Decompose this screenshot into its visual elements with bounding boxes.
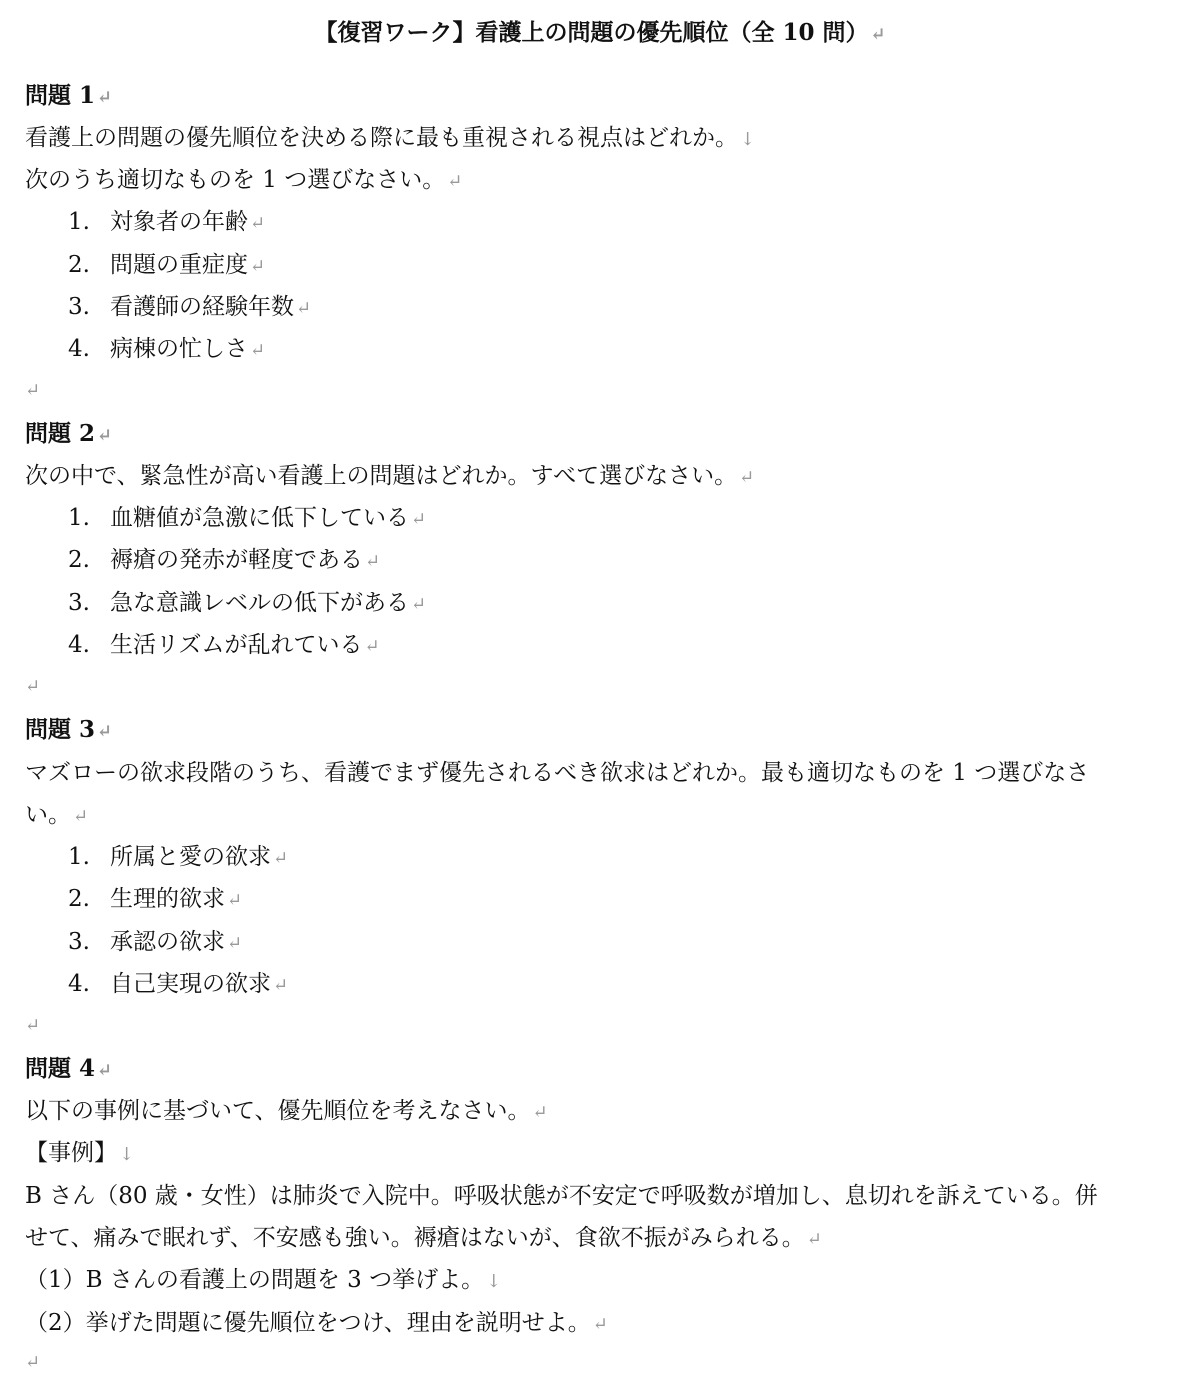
paragraph-mark: ↵ [592,1314,608,1335]
question-4-text [25,1094,548,1130]
line-break-mark: ↓ [486,1271,502,1292]
question-4-heading-text: 問題 4 [25,1055,96,1082]
paragraph-mark: ↵ [296,298,312,319]
question-2-text [25,459,754,495]
empty-paragraph: ↵ [25,676,41,697]
paragraph-mark: ↵ [411,509,427,530]
question-3-text [25,756,1089,790]
empty-paragraph: ↵ [25,380,41,401]
paragraph-mark: ↵ [227,890,243,911]
question-1-option [68,332,265,368]
question-3-text-continued [25,798,88,834]
option-text: 血糖値が急激に低下している [110,505,409,531]
paragraph-mark: ↵ [97,721,113,742]
paragraph-mark: ↵ [806,1229,822,1250]
paragraph-mark: ↵ [447,171,463,192]
empty-paragraph: ↵ [25,1015,41,1036]
question-3-option [68,840,288,876]
option-number: 2. [68,252,90,278]
case-description-line-1: B さん（80 歳・女性）は肺炎で入院中。呼吸状態が不安定で呼吸数が増加し、息切れを訴えている。併 [25,1183,1098,1209]
option-text: 病棟の忙しさ [110,336,248,362]
option-number: 3. [68,294,90,320]
question-2-heading-text: 問題 2 [25,420,96,447]
paragraph-mark: ↵ [73,806,89,827]
option-number: 3. [68,590,90,616]
paragraph-mark: ↵ [250,213,266,234]
question-1-text [25,121,755,157]
paragraph-mark: ↵ [250,256,266,277]
line-break-mark: ↓ [119,1144,135,1165]
option-number: 2. [68,886,90,912]
question-4-text-line-1: 以下の事例に基づいて、優先順位を考えなさい。 [25,1098,531,1124]
option-text: 対象者の年齢 [110,209,248,235]
question-3-text-line-2: い。 [25,802,71,828]
question-2-option [68,501,426,537]
paragraph-mark: ↵ [365,551,381,572]
question-1-text-line-2: 次のうち適切なものを 1 つ選びなさい。 [25,167,446,193]
sub-question-2-text: （2）挙げた問題に優先順位をつけ、理由を説明せよ。 [25,1310,591,1336]
option-number: 4. [68,971,90,997]
paragraph-mark: ↵ [273,848,289,869]
question-3-option [68,967,288,1003]
question-1-heading-text: 問題 1 [25,82,96,109]
paragraph-mark: ↵ [97,87,113,108]
paragraph-mark: ↵ [739,467,755,488]
question-3-option [68,925,242,961]
case-description-line-2: せて、痛みで眠れず、不安感も強い。褥瘡はないが、食欲不振がみられる。 [25,1225,805,1251]
case-description [25,1179,1098,1213]
option-number: 4. [68,632,90,658]
question-1-instruction [25,163,462,199]
paragraph-mark: ↵ [97,425,113,446]
paragraph-mark: ↵ [411,594,427,615]
line-break-mark: ↓ [740,129,756,150]
question-2-heading [25,417,112,453]
title-text: 【復習ワーク】看護上の問題の優先順位（全 10 問） [314,19,869,46]
document-title [0,14,1200,54]
paragraph-mark: ↵ [364,636,380,657]
option-number: 3. [68,929,90,955]
case-label [25,1136,134,1172]
option-number: 1. [68,505,90,531]
option-text: 褥瘡の発赤が軽度である [110,547,363,573]
option-text: 生理的欲求 [110,886,225,912]
question-2-option [68,586,426,622]
option-text: 急な意識レベルの低下がある [110,590,409,616]
question-2-option [68,543,380,579]
case-description-continued [25,1221,822,1257]
paragraph-mark: ↵ [97,1060,113,1081]
empty-paragraph: ↵ [25,1352,41,1373]
option-text: 承認の欲求 [110,929,225,955]
paragraph-mark: ↵ [870,24,886,45]
question-1-option [68,248,265,284]
question-4-heading [25,1052,112,1088]
paragraph-mark: ↵ [227,933,243,954]
option-number: 1. [68,844,90,870]
paragraph-mark: ↵ [250,340,266,361]
question-1-option [68,290,311,326]
paragraph-mark: ↵ [273,975,289,996]
option-text: 所属と愛の欲求 [110,844,271,870]
sub-question-2 [25,1306,608,1342]
option-text: 問題の重症度 [110,252,248,278]
question-3-text-line-1: マズローの欲求段階のうち、看護でまず優先されるべき欲求はどれか。最も適切なものを 1 つ選びなさ [25,760,1090,786]
option-number: 4. [68,336,90,362]
question-3-heading [25,713,112,749]
question-1-option [68,205,265,241]
question-2-text-line-1: 次の中で、緊急性が高い看護上の問題はどれか。すべて選びなさい。 [25,463,738,489]
question-1-text-line-1: 看護上の問題の優先順位を決める際に最も重視される視点はどれか。 [25,125,738,151]
option-number: 1. [68,209,90,235]
question-1-heading [25,79,112,115]
question-2-option [68,628,380,664]
option-text: 看護師の経験年数 [110,294,294,320]
sub-question-1-text: （1）B さんの看護上の問題を 3 つ挙げよ。 [25,1267,485,1293]
question-3-option [68,882,242,918]
question-3-heading-text: 問題 3 [25,716,96,743]
option-text: 生活リズムが乱れている [110,632,363,658]
paragraph-mark: ↵ [532,1102,548,1123]
option-text: 自己実現の欲求 [110,971,271,997]
option-number: 2. [68,547,90,573]
case-label-text: 【事例】 [25,1140,117,1166]
sub-question-1 [25,1263,501,1299]
